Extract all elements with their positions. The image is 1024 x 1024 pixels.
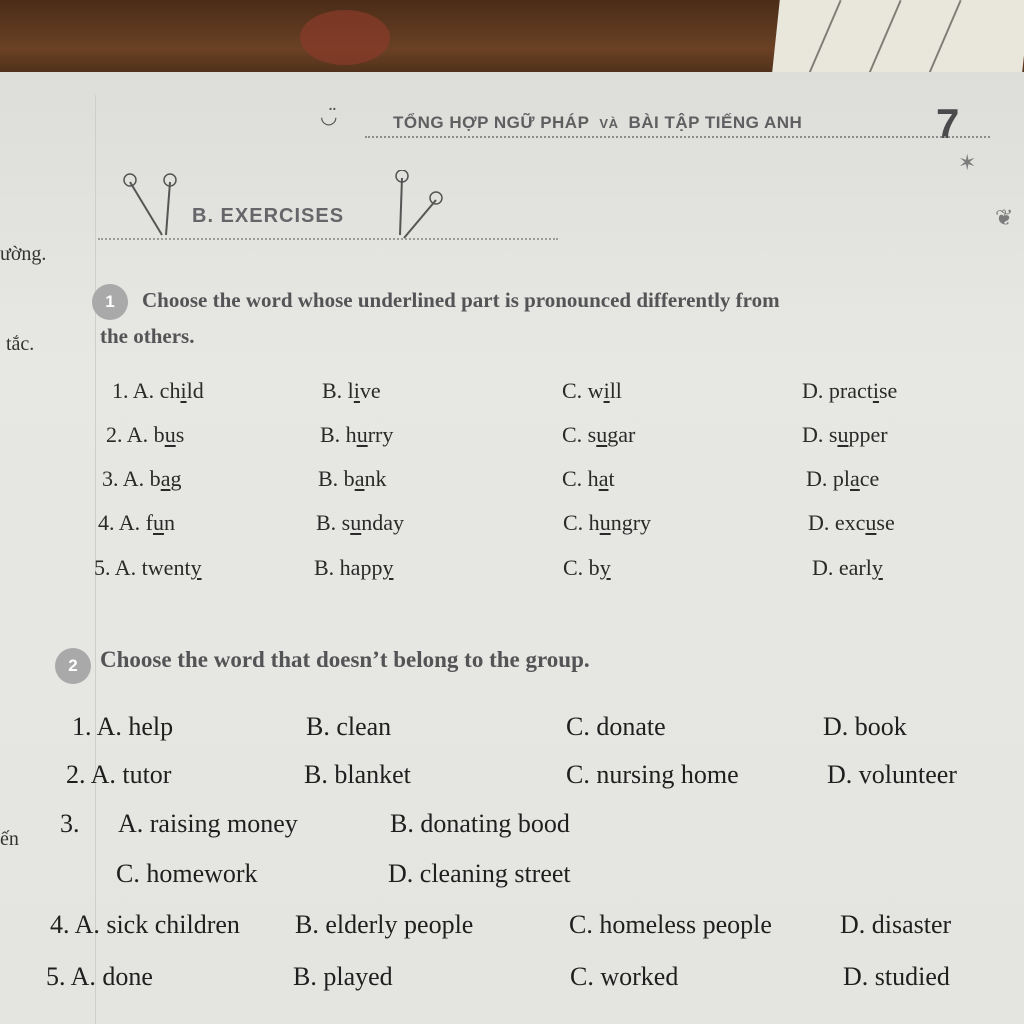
q1-2-option-d: D. supper <box>802 422 888 447</box>
q1-2-option-c: C. sugar <box>562 422 636 447</box>
underlined-letter: u <box>350 510 362 535</box>
q1-4-option-d: D. excuse <box>808 510 895 535</box>
q2-4-option-a: 4. A. sick children <box>50 910 240 939</box>
q1-2-option-b: B. hurry <box>320 422 394 447</box>
q2-4-option-d: D. disaster <box>840 910 952 939</box>
q2-3-number: 3. <box>60 809 80 838</box>
underlined-letter: i <box>603 378 610 403</box>
header-divider <box>365 136 990 138</box>
margin-fragment: tắc. <box>6 333 35 355</box>
q1-3-option-b: B. bank <box>318 466 387 491</box>
section-title: B. EXERCISES <box>192 205 345 227</box>
underlined-letter: i <box>872 378 879 403</box>
grade-number: 7 <box>936 100 960 147</box>
underlined-letter: u <box>164 422 176 447</box>
q2-3-option-d: D. cleaning street <box>388 859 571 888</box>
underlined-letter: a <box>354 466 365 491</box>
q1-4-option-b: B. sunday <box>316 510 405 535</box>
flower-left-icon <box>120 170 180 240</box>
q2-5-option-d: D. studied <box>843 962 950 991</box>
exercise-2-instruction: Choose the word that doesn’t belong to the group. <box>100 647 590 672</box>
underlined-letter: y <box>871 555 883 580</box>
q2-2-option-c: C. nursing home <box>566 760 739 789</box>
exercise-1-number: 1 <box>92 284 128 320</box>
exercise-1-instruction: Choose the word whose underlined part is pronounced differently from <box>142 288 780 312</box>
q1-1-option-d: D. practise <box>802 378 898 403</box>
underlined-letter: a <box>850 466 860 491</box>
underlined-letter: u <box>865 510 877 535</box>
q1-3-option-c: C. hat <box>562 466 615 491</box>
exercise-2-number: 2 <box>55 648 91 684</box>
bird-icon: ✶ <box>958 150 977 175</box>
q1-1-option-a: 1. A. child <box>112 378 204 403</box>
q2-3-option-a: A. raising money <box>118 809 298 838</box>
underlined-letter: u <box>356 422 368 447</box>
underlined-letter: a <box>160 466 171 491</box>
q1-5-option-c: C. by <box>563 555 611 580</box>
leaf-icon: ❦ <box>995 205 1014 230</box>
q1-5-option-a: 5. A. twenty <box>94 555 202 580</box>
underlined-letter: y <box>190 555 202 580</box>
q2-1-option-a: 1. A. help <box>72 712 174 741</box>
q2-4-option-c: C. homeless people <box>569 910 772 939</box>
q2-2-option-a: 2. A. tutor <box>66 760 172 789</box>
q2-3-option-c: C. homework <box>116 859 258 888</box>
underlined-letter: y <box>599 555 611 580</box>
margin-fragment: ường. <box>0 243 47 265</box>
q2-5-option-a: 5. A. done <box>46 962 153 991</box>
page-header-title: TỔNG HỢP NGỮ PHÁP VÀ BÀI TẬP TIẾNG ANH <box>393 113 803 132</box>
underlined-letter: u <box>599 510 611 535</box>
q1-4-option-c: C. hungry <box>563 510 652 535</box>
q1-5-option-d: D. early <box>812 555 883 580</box>
flower-right-icon <box>390 170 450 240</box>
q2-5-option-b: B. played <box>293 962 393 991</box>
q1-1-option-c: C. will <box>562 378 622 403</box>
q2-2-option-b: B. blanket <box>304 760 411 789</box>
q1-2-option-a: 2. A. bus <box>106 422 185 447</box>
q1-5-option-b: B. happy <box>314 555 394 580</box>
q1-4-option-a: 4. A. fun <box>98 510 175 535</box>
underlined-letter: i <box>180 378 187 403</box>
q2-1-option-b: B. clean <box>306 712 392 741</box>
q2-1-option-c: C. donate <box>566 712 666 741</box>
q2-2-option-d: D. volunteer <box>827 760 957 789</box>
underlined-letter: u <box>596 422 608 447</box>
margin-fragment: ến <box>0 828 19 850</box>
underlined-letter: a <box>598 466 609 491</box>
desk-stain <box>300 10 390 65</box>
q1-3-option-d: D. place <box>806 466 880 491</box>
underlined-letter: u <box>153 510 164 535</box>
q2-4-option-b: B. elderly people <box>295 910 474 939</box>
underlined-letter: u <box>837 422 849 447</box>
section-divider <box>98 238 558 240</box>
underlined-letter: y <box>382 555 394 580</box>
smile-icon: ◡̈ <box>320 106 338 128</box>
q2-1-option-d: D. book <box>823 712 907 741</box>
q1-1-option-b: B. live <box>322 378 381 403</box>
exercise-1-instruction-cont: the others. <box>100 324 195 348</box>
q1-3-option-a: 3. A. bag <box>102 466 182 491</box>
q2-5-option-c: C. worked <box>570 962 679 991</box>
q2-3-option-b: B. donating bood <box>390 809 570 838</box>
underlined-letter: i <box>353 378 360 403</box>
